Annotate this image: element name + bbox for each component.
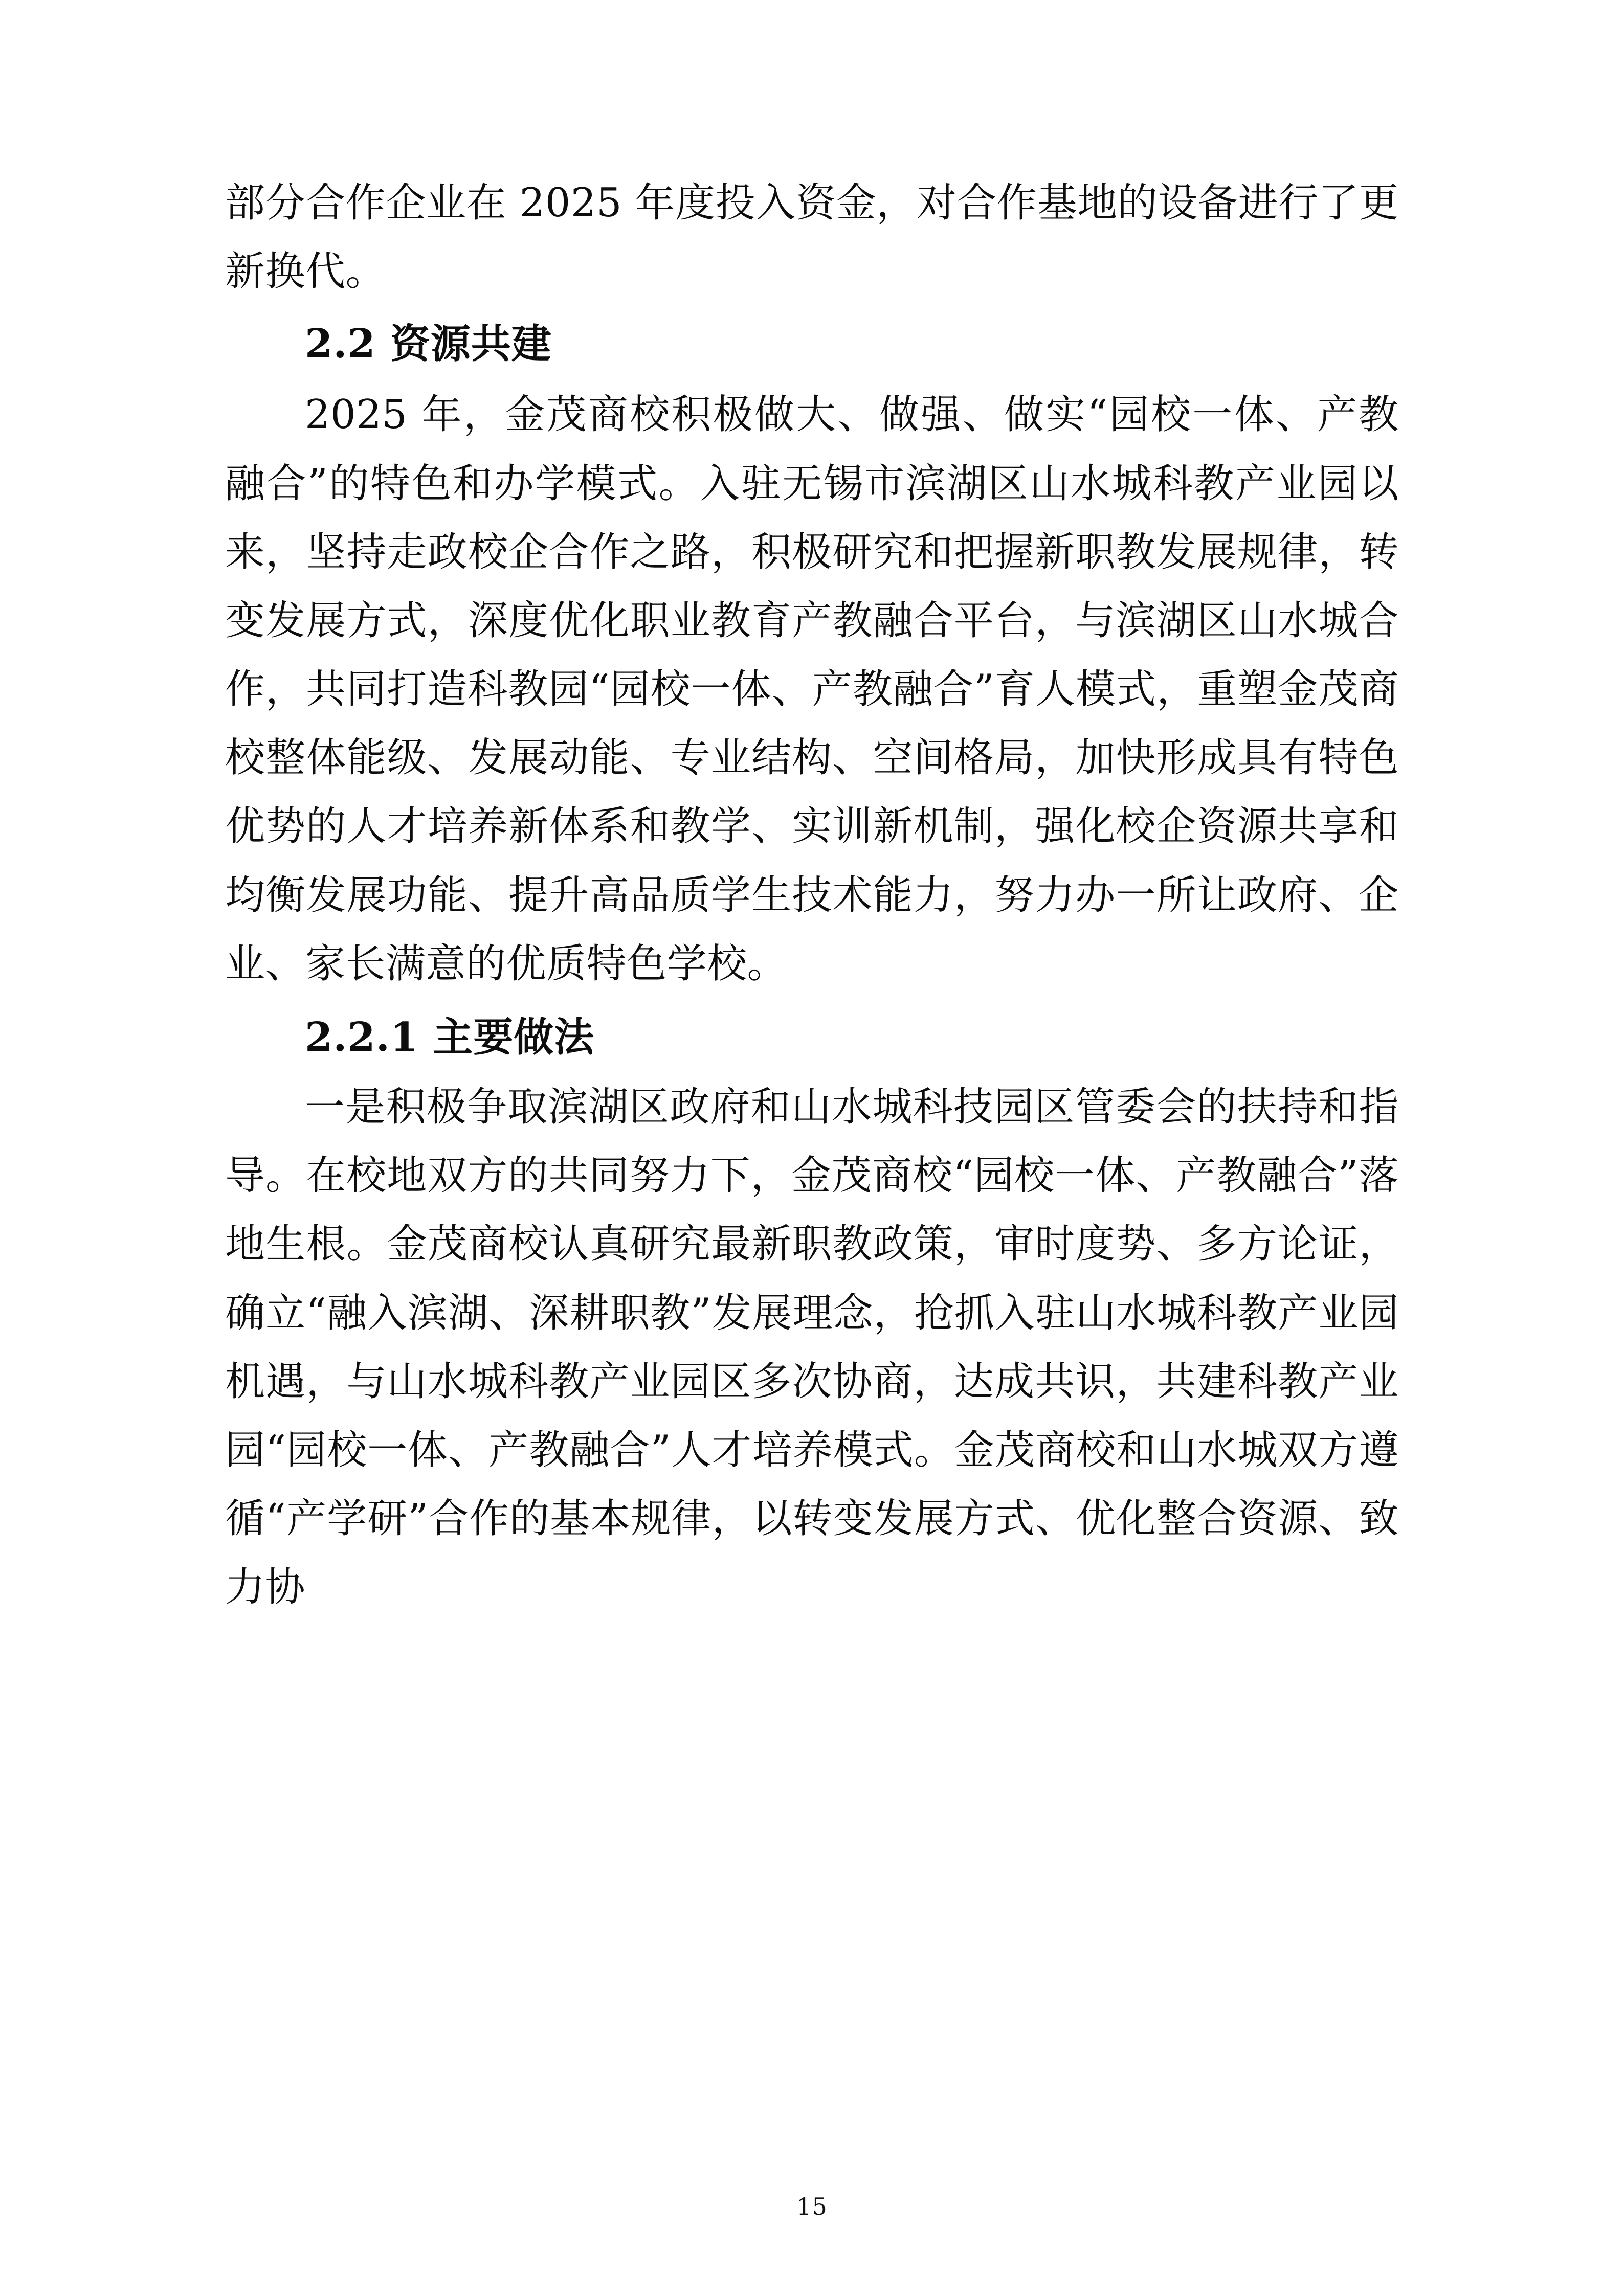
section-heading-2-2-1: 2.2.1 主要做法 bbox=[305, 1014, 595, 1061]
document-body bbox=[225, 169, 1399, 1622]
paragraph-continuation: 部分合作企业在 2025 年度投入资金，对合作基地的设备进行了更新换代。 bbox=[225, 180, 1399, 295]
paragraph-main-practices: 一是积极争取滨湖区政府和山水城科技园区管委会的扶持和指导。在校地双方的共同努力下，金茂商校“园校一体、产教融合”落地生根。金茂商校认真研究最新职教政策，审时度势、多方论证，确立“融入滨湖、深耕职教”发展理念，抢抓入驻山水城科教产业园机遇，与山水城科教产业园区多次协商，达成共识，共建科教产业园“园校一体、产教融合”人才培养模式。金茂商校和山水城双方遵循“产学研”合作的基本规律，以转变发展方式、优化整合资源、致力协 bbox=[225, 1084, 1399, 1611]
section-heading-2-2: 2.2 资源共建 bbox=[305, 321, 552, 368]
paragraph-resource-co-construction: 2025 年，金茂商校积极做大、做强、做实“园校一体、产教融合”的特色和办学模式。入驻无锡市滨湖区山水城科教产业园以来，坚持走政校企合作之路，积极研究和把握新职教发展规律，转变发展方式，深度优化职业教育产教融合平台，与滨湖区山水城合作，共同打造科教园“园校一体、产教融合”育人模式，重塑金茂商校整体能级、发展动能、专业结构、空间格局，加快形成具有特色优势的人才培养新体系和教学、实训新机制，强化校企资源共享和均衡发展功能、提升高品质学生技术能力，努力办一所让政府、企业、家长满意的优质特色学校。 bbox=[225, 392, 1399, 987]
page-number: 15 bbox=[796, 2193, 828, 2220]
